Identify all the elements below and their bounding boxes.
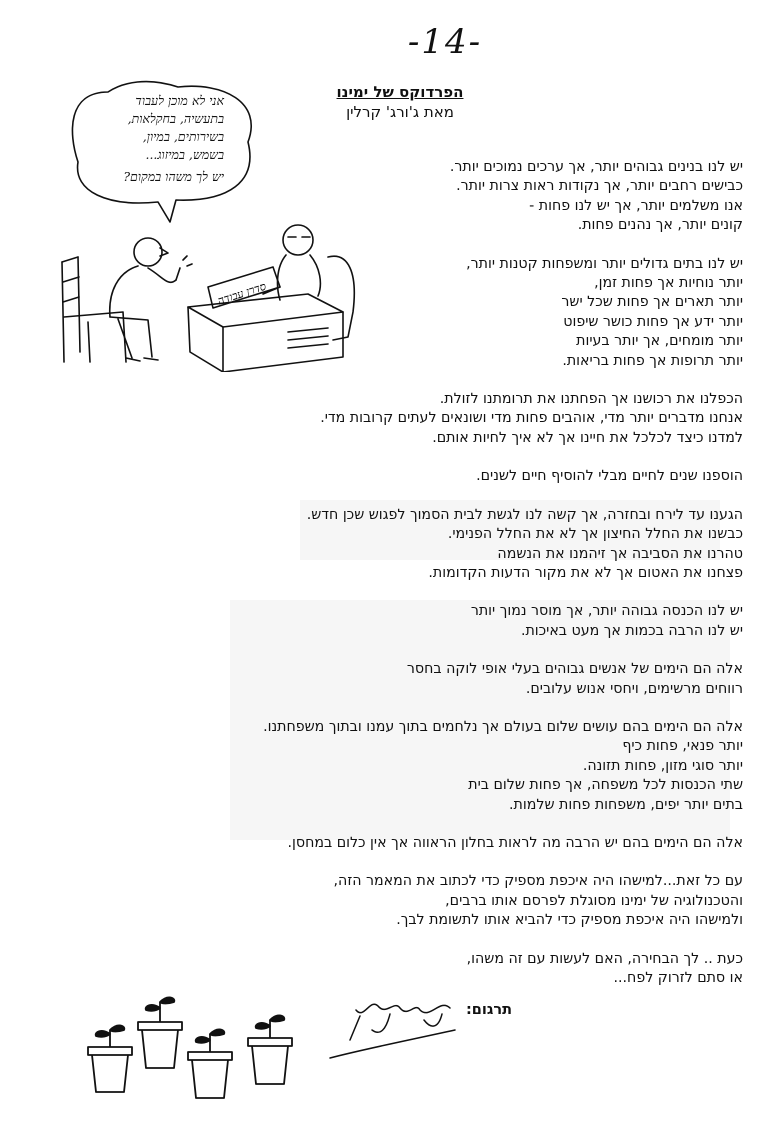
body-line: אלה הם הימים של אנשים גבוהים בעלי אופי לוקה בחסר [406,661,743,678]
desk-sign-text: סדרן עבודה [216,279,268,308]
body-line: בתים יותר יפים, משפחות פחות שלמות. [509,796,743,813]
body-line: כבישים רחבים יותר, אך נקודות ראות צרות יותר. [456,178,743,195]
chair-icon [62,257,126,362]
flower-pot-icon [138,997,182,1068]
body-line: הכפלנו את רכושנו אך הפחתנו את תרומתנו לזולת. [439,391,743,408]
job-seeker-figure-icon [110,238,192,361]
stanza [250,872,743,930]
flower-pot-icon [188,1029,232,1098]
body-line: אנו משלמים יותר, אך יש לנו פחות - [529,197,743,214]
article-author: מאת ג'ורג' קרלין [346,103,454,121]
body-line: והטכנולוגיה של ימינו מסוגלת לפרסם אותו ברבים, [445,892,743,909]
stanza [250,158,743,236]
bubble-line: בשירותים, במיון, [142,129,224,144]
body-line: הגענו עד לירח ובחזרה, אך קשה לנו לגשת לבית הסמוך לפגוש שכן חדש. [306,506,743,523]
body-line: אלה הם הימים בהם עושים שלום בעולם אך נלחמים בתוך עמנו ובתוך משפחתנו. [263,718,743,735]
body-line: או סתם לזרוק לפח... [613,970,743,986]
stanza [250,834,743,853]
body-line: ולמישהו היה איכפת מספיק כדי להביא אותו לתשומת לבך. [396,912,743,929]
body-line: יש לנו הכנסה גבוהה יותר, אך מוסר נמוך יותר [470,603,743,620]
article-title: הפרדוקס של ימינו [336,83,464,101]
stanza [250,718,743,815]
body-line: כבשנו את החלל החיצון אך לא את החלל הפנימי. [447,526,743,543]
flower-pot-icon [88,1025,132,1092]
body-line: טהרנו את הסביבה אך זיהמנו את הנשמה [497,545,743,562]
stanza [250,255,743,371]
body-line: יש לנו הרבה בכמות אך מעט באיכות. [520,622,743,639]
body-line: יותר תארים אך פחות שכל ישר [561,294,743,311]
article-body [250,158,743,1007]
body-line: אנחנו מדברים יותר מדי, אוהבים פחות מדי ושונאים לעתים קרובות מדי. [320,410,743,427]
body-line: הוספנו שנים לחיים מבלי להוסיף חיים לשנים. [476,468,743,485]
body-line: למדנו כיצד לכלכל את חיינו אך לא איך לחיות אותם. [432,429,743,446]
bubble-line: בתעשיה, בחקלאות, [127,111,224,126]
body-line: יותר סוגי מזון, פחות תזונה. [582,757,743,774]
stanza [250,602,743,641]
stanza [250,950,743,989]
stanza [250,390,743,448]
body-line: יותר תרופות אך פחות בריאות. [562,352,743,369]
body-line: יותר פנאי, פחות כיף [622,738,743,755]
body-line: פצחנו את האטום אך לא את מקור הדעות הקדומות. [428,564,743,581]
body-line: קונים יותר, אך נהנים פחות. [577,217,743,234]
stanza [250,467,743,486]
bubble-line: אני לא מוכן לעבוד [135,93,224,108]
stanza [250,660,743,699]
body-line: שתי הכנסות לכל משפחה, אך פחות שלום בית [468,777,743,794]
speech-bubble-text [94,92,224,186]
translator-signature [320,990,460,1070]
stanza [250,506,743,584]
flower-pot-icon [248,1015,292,1084]
body-line: יש לנו בתים גדולים יותר ומשפחות קטנות יותר, [466,255,743,272]
bubble-line: יש לך משהו במקום? [123,169,224,184]
body-line: כעת .. לך הבחירה, האם לעשות עם זה משהו, [466,950,743,967]
flower-pots-illustration [80,992,310,1102]
page-number: -14- [407,22,483,62]
body-line: יותר מומחים, אך יותר בעיות [576,333,743,350]
body-line: עם כל זאת...למישהו היה איכפת מספיק כדי לכתוב את המאמר הזה, [333,873,743,890]
body-line: יותר ידע אך פחות כושר שיפוט [563,313,743,330]
bubble-line: בשמש, במיזוג... [145,147,224,162]
translator-label: תרגום: [466,1002,512,1018]
body-line: יותר נוחיות אך פחות זמן, [594,275,743,292]
body-line: אלה הם הימים בהם יש הרבה מה לראות בחלון הראווה אך אין כלום במחסן. [287,834,743,851]
body-line: יש לנו בנינים גבוהים יותר, אך ערכים נמוכים יותר. [449,159,743,175]
body-line: רווחים מרשימים, ויחסי אנוש עלובים. [525,680,743,697]
